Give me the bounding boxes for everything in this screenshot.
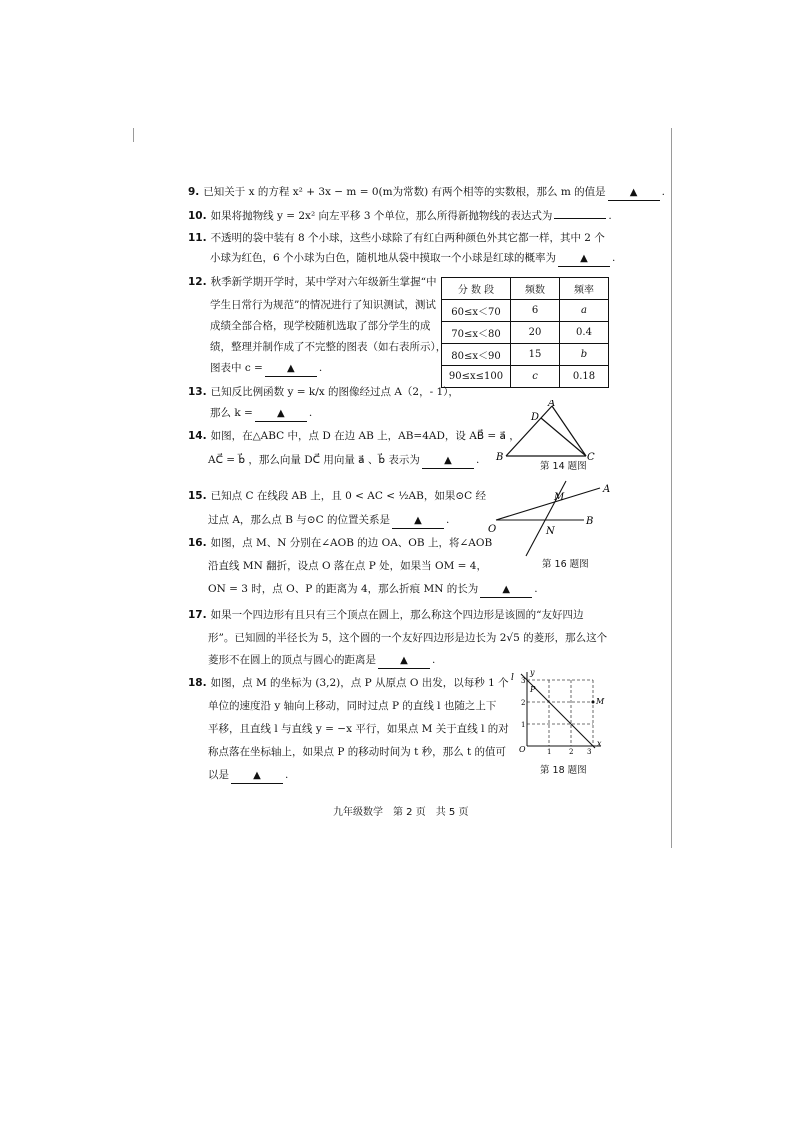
table-cell: 70≤x＜80 [442,322,511,344]
period: . [308,407,313,419]
question-text-line1: 如图，在△ABC 中，点 D 在边 AB 上，AB=4AD，设 AB⃗ = a⃗ ， [210,430,520,442]
table-cell: 20 [511,322,560,344]
question-text-line1: 已知反比例函数 y = k/x 的图像经过点 A（2，- 1）， [210,386,459,398]
label-x: x [597,739,602,748]
point-m [592,701,595,704]
question-number: 16. [188,537,207,549]
table-header-row [442,278,609,300]
question-number: 14. [188,430,207,442]
figure-18-caption: 第 18 题图 [540,765,587,776]
answer-blank[interactable]: ▲ [231,769,283,784]
label-y: y [530,668,535,677]
question-number: 12. [188,276,207,288]
answer-blank[interactable]: ▲ [265,362,317,377]
question-text-line3: 成绩全部合格，现学校随机选取了部分学生的成 [210,320,431,332]
question-15 [188,489,486,503]
question-text: 已知关于 x 的方程 x² + 3x − m = 0(m为常数) 有两个相等的实数根，那么 m 的值是 [203,186,606,198]
table-cell: 80≤x＜90 [442,344,511,366]
answer-blank[interactable]: ▲ [558,252,610,267]
question-text-line4: 绩，整理并制作成了不完整的图表（如右表所示）， [210,341,447,353]
question-number: 10. [188,210,207,222]
label-l: l [511,673,514,683]
question-text-line1: 秋季新学期开学时，某中学对六年级新生掌握“中 [210,276,437,288]
question-18 [188,676,509,690]
question-16-line2 [208,559,487,573]
table-cell: 60≤x＜70 [442,300,511,322]
question-text-line3: 菱形不在圆上的顶点与圆心的距离是 [208,654,376,666]
table-cell: c [511,366,560,388]
figure-18 [507,666,607,756]
answer-blank[interactable]: ▲ [255,407,307,422]
period: . [445,514,450,526]
label-a: A [603,484,611,495]
figure-16 [484,476,614,561]
question-text-line1: 不透明的袋中装有 8 个小球，这些小球除了有红白两种颜色外其它都一样，其中 2 个 [210,232,605,244]
table-cell: 0.18 [560,366,609,388]
table-cell: 0.4 [560,322,609,344]
period: . [534,583,538,595]
question-13 [188,385,459,399]
table-cell: 15 [511,344,560,366]
question-text-line1: 如果一个四边形有且只有三个顶点在圆上，那么称这个四边形是该圆的“友好四边 [210,609,584,621]
question-text-line1: 如图，点 M 的坐标为 (3,2)，点 P 从原点 O 出发，以每秒 1 个 [210,677,509,689]
question-text-line2: 那么 k = [210,407,253,419]
label-a: A [548,400,556,409]
answer-blank[interactable] [554,218,606,219]
question-text-line3: ON = 3 时，点 O、P 的距离为 4，那么折痕 MN 的长为 [208,583,479,595]
question-number: 11. [188,232,207,244]
label-o: O [519,745,526,754]
question-text-line2: 形”。已知圆的半径长为 5，这个圆的一个友好四边形是边长为 2√5 的菱形，那么这个 [208,632,608,644]
question-14 [188,429,520,443]
period: . [475,454,480,466]
question-12-line3 [210,319,431,333]
question-18-line2 [208,699,496,713]
tick-y-1: 1 [521,721,526,729]
question-17-line2 [208,631,607,645]
scan-edge-right [671,128,672,848]
question-10 [188,209,612,223]
question-number: 9. [188,186,200,198]
question-9 [188,185,665,201]
table-cell: 6 [511,300,560,322]
table-row [442,300,609,322]
question-18-line5 [208,768,288,784]
table-cell: b [560,344,609,366]
label-n: N [546,526,555,537]
question-text-line1: 已知点 C 在线段 AB 上，且 0 < AC < ½AB，如果⊙C 经 [210,490,487,502]
period: . [318,362,323,374]
question-18-line3 [208,722,509,736]
label-m: M [596,697,605,706]
label-o: O [488,524,497,535]
label-b: B [496,452,504,463]
question-17-line3 [208,653,435,669]
answer-blank[interactable]: ▲ [608,186,660,201]
question-number: 18. [188,677,207,689]
period: . [285,769,289,781]
question-text-line1: 如图，点 M、N 分别在∠AOB 的边 OA、OB 上，将∠AOB [210,537,493,549]
tick-y-2: 2 [521,699,526,707]
question-13-line2 [210,406,312,422]
page-footer: 九年级数学 第 2 页 共 5 页 [333,807,469,818]
table-header: 频率 [560,278,609,300]
question-12 [188,275,436,289]
label-b: B [586,516,594,527]
answer-blank[interactable]: ▲ [422,454,474,469]
question-11 [188,231,605,245]
question-text-line3: 平移，且直线 l 与直线 y = −x 平行，如果点 M 关于直线 l 的对 [208,723,509,735]
table-header: 分 数 段 [442,278,511,300]
question-15-line2 [208,513,449,529]
question-text-line5: 图表中 c = [210,362,263,374]
question-text-line4: 称点落在坐标轴上，如果点 P 的移动时间为 t 秒，那么 t 的值可 [208,746,507,758]
question-text-line2: 学生日常行为规范”的情况进行了知识测试，测试 [210,299,436,311]
question-number: 13. [188,386,207,398]
table-cell: a [560,300,609,322]
table-cell: 90≤x≤100 [442,366,511,388]
question-text-line2: 过点 A，那么点 B 与⊙C 的位置关系是 [208,514,390,526]
answer-blank[interactable]: ▲ [480,583,532,598]
label-p: P [530,685,536,694]
table-row [442,366,609,388]
question-17 [188,608,583,622]
tick-x-1: 1 [547,748,552,756]
table-header: 频数 [511,278,560,300]
label-m: M [554,492,565,503]
label-d: D [531,412,540,423]
period: . [661,186,665,198]
question-text-line2: AC⃗ = b⃗ ，那么向量 DC⃗ 用向量 a⃗ 、b⃗ 表示为 [208,454,420,466]
question-12-line5 [210,361,322,377]
question-18-line4 [208,745,506,759]
answer-blank[interactable]: ▲ [378,654,430,669]
question-11-line2 [210,251,615,267]
question-12-line2 [210,298,436,312]
question-text: 如果将抛物线 y = 2x² 向左平移 3 个单位，那么所得新抛物线的表达式为 [210,210,553,222]
question-number: 15. [188,490,207,502]
period: . [608,210,612,222]
frequency-table [441,277,609,388]
question-16 [188,536,492,550]
question-number: 17. [188,609,207,621]
tick-x-3: 3 [587,748,592,756]
question-16-line3 [208,582,538,598]
segment-ab [506,406,552,456]
scan-edge-left [133,128,134,142]
question-text-line2: 沿直线 MN 翻折，设点 O 落在点 P 处，如果当 OM = 4， [208,560,487,572]
question-12-line4 [210,340,446,354]
tick-y-3: 3 [521,677,526,685]
figure-16-caption: 第 16 题图 [542,559,589,570]
question-text-line2: 单位的速度沿 y 轴向上移动，同时过点 P 的直线 l 也随之上下 [208,700,497,712]
answer-blank[interactable]: ▲ [392,514,444,529]
question-text-line5: 以是 [208,769,229,781]
period: . [612,252,616,264]
period: . [432,654,436,666]
question-text-line2: 小球为红色，6 个小球为白色，随机地从袋中摸取一个小球是红球的概率为 [210,252,557,264]
tick-x-2: 2 [569,748,574,756]
question-14-line2 [208,453,479,469]
table-row [442,344,609,366]
label-c: C [587,452,595,463]
table-row [442,322,609,344]
figure-14-caption: 第 14 题图 [540,461,587,472]
